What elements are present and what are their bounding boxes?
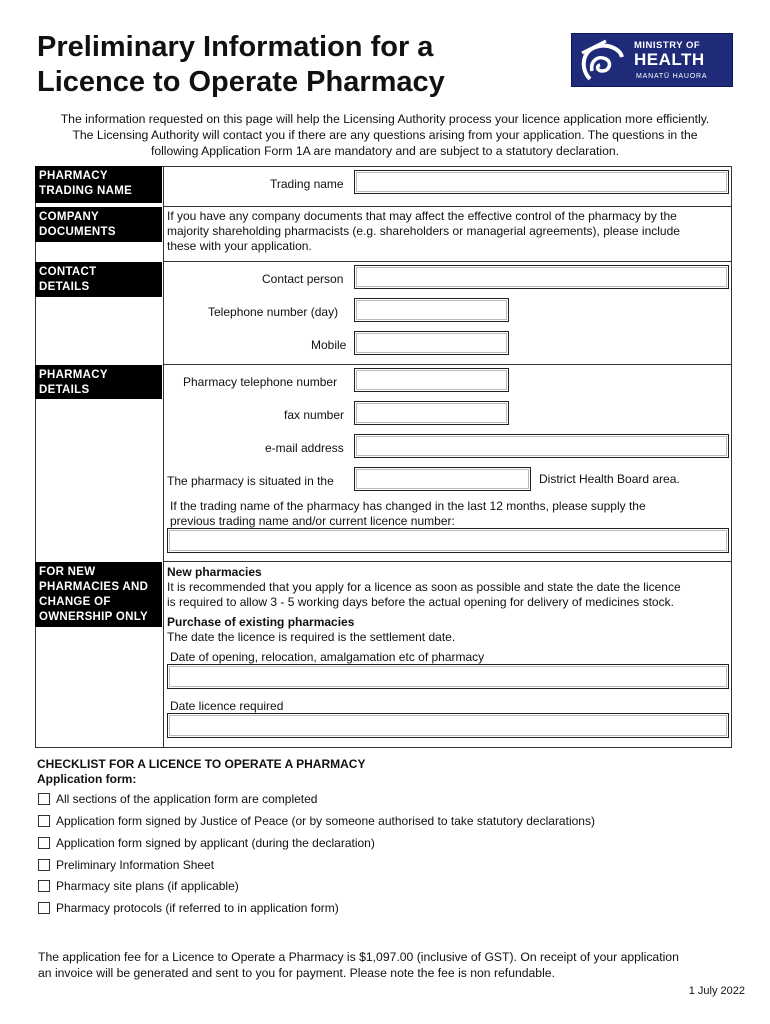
checklist-title: CHECKLIST FOR A LICENCE TO OPERATE A PHARMACY: [37, 757, 366, 771]
text-line: these with your application.: [167, 239, 312, 253]
text-line: an invoice will be generated and sent to you for payment. Please note the fee is non refundable.: [38, 966, 555, 980]
existing-pharmacies-title: Purchase of existing pharmacies: [167, 615, 355, 629]
mobile-label: Mobile: [311, 338, 347, 352]
previous-trading-name-input[interactable]: [167, 528, 729, 553]
row-divider: [163, 561, 732, 562]
text-line: If you have any company documents that may affect the effective control of the pharmacy by the: [167, 209, 677, 223]
document-date: 1 July 2022: [688, 985, 745, 997]
checklist-item[interactable]: [38, 878, 239, 894]
text-line: majority shareholding pharmacists (e.g. shareholders or managerial agreements), please include: [167, 224, 680, 238]
telephone-day-label: Telephone number (day): [208, 305, 339, 319]
trading-name-input[interactable]: [354, 170, 729, 194]
text-line: The application fee for a Licence to Operate a Pharmacy is $1,097.00 (inclusive of GST). On receipt of your application: [38, 950, 679, 964]
checkbox[interactable]: [38, 880, 50, 892]
text-line: It is recommended that you apply for a licence as soon as possible and state the date the licence: [167, 580, 681, 594]
row-divider: [163, 206, 732, 207]
checklist-heading: [37, 757, 365, 787]
dhb-area-input[interactable]: [354, 467, 531, 491]
text-line: The date the licence is required is the settlement date.: [167, 630, 456, 644]
email-label: e-mail address: [265, 441, 344, 455]
telephone-day-input[interactable]: [354, 298, 509, 322]
checkbox[interactable]: [38, 902, 50, 914]
section-heading-line: DETAILS: [39, 384, 90, 396]
section-header-company-documents: [35, 207, 162, 242]
intro-line-3: following Application Form 1A are mandatory and are subject to a statutory declaration.: [150, 144, 620, 158]
ministry-of-health-logo: [571, 33, 733, 87]
contact-person-input[interactable]: [354, 265, 729, 289]
section-heading-line: CONTACT: [39, 266, 97, 278]
checklist-item-label: Application form signed by applicant (during the declaration): [56, 836, 375, 850]
section-heading-line: DOCUMENTS: [39, 226, 116, 238]
checklist-item[interactable]: [38, 791, 317, 807]
name-changed-text: [170, 499, 730, 529]
section-heading-line: OWNERSHIP ONLY: [39, 611, 148, 623]
logo-line-3: MANATŪ HAUORA: [636, 73, 708, 80]
form-divider-vertical: [163, 166, 164, 748]
licence-date-label: Date licence required: [170, 699, 284, 713]
fax-label: fax number: [284, 408, 345, 422]
section-heading-line: CHANGE OF: [39, 596, 111, 608]
checklist-item[interactable]: [38, 835, 375, 851]
section-heading-line: PHARMACIES AND: [39, 581, 149, 593]
fax-input[interactable]: [354, 401, 509, 425]
logo-line-2: HEALTH: [634, 50, 705, 69]
section-heading-line: COMPANY: [39, 211, 100, 223]
intro-line-2: The Licensing Authority will contact you if there are any questions arising from your application. The questions in the: [72, 128, 698, 142]
checklist-item-label: Preliminary Information Sheet: [56, 858, 215, 872]
section-header-trading-name: [35, 166, 162, 203]
intro-text: [30, 111, 740, 159]
mobile-input[interactable]: [354, 331, 509, 355]
pharmacy-telephone-input[interactable]: [354, 368, 509, 392]
section-heading-line: PHARMACY: [39, 170, 108, 182]
checkbox[interactable]: [38, 859, 50, 871]
new-pharmacies-text: [167, 565, 729, 645]
checkbox[interactable]: [38, 793, 50, 805]
pharmacy-telephone-label: Pharmacy telephone number: [183, 375, 338, 389]
koru-icon: [576, 39, 628, 83]
new-pharmacies-title: New pharmacies: [167, 565, 262, 579]
checklist-subtitle: Application form:: [37, 772, 137, 786]
trading-name-label: Trading name: [270, 177, 344, 191]
section-heading-line: PHARMACY: [39, 369, 108, 381]
section-header-pharmacy-details: [35, 365, 162, 399]
checklist-item[interactable]: [38, 857, 214, 873]
text-line: If the trading name of the pharmacy has changed in the last 12 months, please supply the: [170, 499, 646, 513]
intro-line-1: The information requested on this page will help the Licensing Authority process your licence application more efficiently.: [60, 112, 710, 126]
text-line: previous trading name and/or current licence number:: [170, 514, 455, 528]
logo-line-1: MINISTRY OF: [634, 40, 701, 51]
contact-person-label: Contact person: [262, 272, 344, 286]
company-documents-text: [167, 209, 727, 254]
title-line-2: Licence to Operate Pharmacy: [37, 66, 445, 98]
checklist-item-label: All sections of the application form are completed: [56, 792, 318, 806]
checklist-item[interactable]: [38, 900, 339, 916]
section-heading-line: TRADING NAME: [39, 185, 133, 197]
checkbox[interactable]: [38, 815, 50, 827]
checklist-item-label: Pharmacy protocols (if referred to in application form): [56, 901, 339, 915]
checkbox[interactable]: [38, 837, 50, 849]
title-line-1: Preliminary Information for a: [37, 31, 434, 63]
situated-suffix-label: District Health Board area.: [539, 472, 680, 486]
row-divider: [163, 261, 732, 262]
section-header-new-pharmacies: [35, 562, 162, 627]
section-heading-line: FOR NEW: [39, 566, 96, 578]
text-line: is required to allow 3 - 5 working days before the actual opening for delivery of medicines stock.: [167, 595, 674, 609]
opening-date-label: Date of opening, relocation, amalgamation etc of pharmacy: [170, 650, 485, 664]
section-header-contact-details: [35, 262, 162, 297]
situated-label: The pharmacy is situated in the: [167, 474, 334, 488]
row-divider: [163, 364, 732, 365]
email-input[interactable]: [354, 434, 729, 458]
licence-date-input[interactable]: [167, 713, 729, 738]
checklist-item-label: Pharmacy site plans (if applicable): [56, 879, 239, 893]
opening-date-input[interactable]: [167, 664, 729, 689]
checklist-item-label: Application form signed by Justice of Peace (or by someone authorised to take statutory declarations): [56, 814, 595, 828]
section-heading-line: DETAILS: [39, 281, 90, 293]
application-fee-text: [38, 949, 738, 981]
page-title: [37, 30, 445, 100]
checklist-item[interactable]: [38, 813, 595, 829]
